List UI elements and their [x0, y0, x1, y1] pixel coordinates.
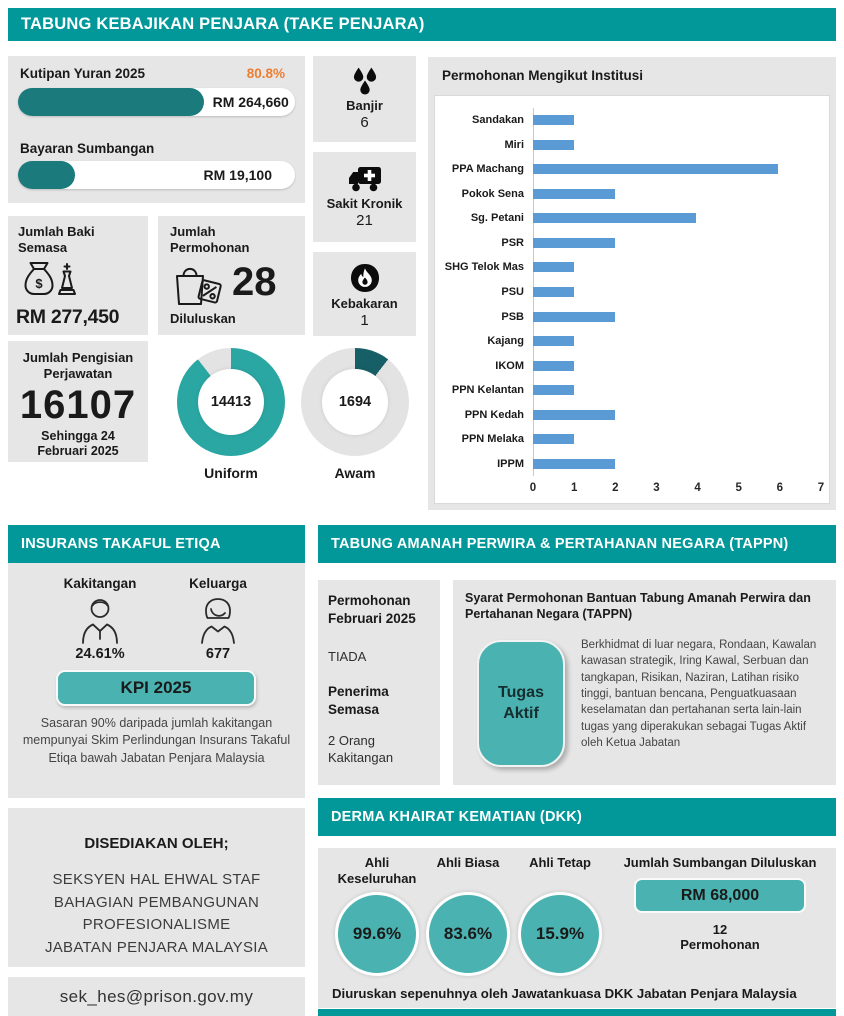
permohonan-value: 28 — [232, 260, 277, 304]
main-header — [8, 8, 836, 41]
pengisian-card — [8, 341, 148, 462]
tugas-aktif-badge: Tugas Aktif — [477, 640, 565, 767]
tappn-penerima-value: 2 Orang Kakitangan — [328, 733, 394, 765]
sumbangan-progress-value: RM 19,100 — [203, 167, 272, 183]
dkk-header-title: DERMA KHAIRAT KEMATIAN (DKK) — [331, 809, 582, 825]
bar-category-label: Sg. Petani — [470, 212, 524, 225]
donut-uniform-number: 14413 — [210, 394, 252, 410]
kutipan-progress-value: RM 264,660 — [212, 94, 289, 110]
sasaran-text: Sasaran 90% daripada jumlah kakitangan mempunyai Skim Perlindungan Insurans Takaful Etiqa bawah Jabatan Penjara Malaysia — [22, 716, 291, 765]
kakitangan-col — [35, 576, 165, 662]
donut-awam-ring — [301, 348, 409, 456]
bar-category-label: PPN Kedah — [464, 408, 524, 421]
bar-track — [533, 434, 819, 444]
tappn-permohonan-value: TIADA — [328, 649, 367, 665]
keluarga-col — [158, 576, 278, 662]
tappn-syarat-panel — [453, 580, 836, 785]
bar-category-label: Kajang — [487, 335, 524, 348]
donut-awam-value — [322, 369, 388, 435]
bar-row — [435, 402, 829, 427]
disediakan-line: JABATAN PENJARA MALAYSIA — [44, 938, 269, 956]
bar-track — [533, 140, 819, 150]
dkk-member-label: Ahli Tetap — [529, 855, 591, 870]
kutipan-label: Kutipan Yuran 2025 — [20, 66, 146, 81]
bar-track — [533, 213, 819, 223]
bar-category-label: SHG Telok Mas — [444, 261, 524, 274]
dkk-member-tetap — [510, 855, 610, 976]
bar-chart-rows — [435, 108, 829, 476]
dkk-member-label: Ahli Biasa — [436, 855, 500, 870]
bar-row — [435, 255, 829, 280]
bar-row — [435, 353, 829, 378]
bar-track — [533, 287, 819, 297]
dkk-member-circle: 83.6% — [426, 892, 510, 976]
bar-row — [435, 108, 829, 133]
permohonan-status: Diluluskan — [170, 311, 236, 326]
tappn-permohonan-label: Permohonan Februari 2025 — [328, 593, 416, 626]
bottom-accent-strip — [318, 1009, 836, 1016]
bar-track — [533, 189, 819, 199]
bar-track — [533, 459, 819, 469]
donut-uniform-value — [198, 369, 264, 435]
keluarga-value: 677 — [205, 646, 231, 662]
x-axis-tick: 7 — [817, 482, 825, 494]
pengisian-asof: Sehingga 24 Februari 2025 — [37, 428, 119, 459]
permohonan-title: Jumlah Permohonan — [170, 224, 250, 256]
bar — [533, 336, 574, 346]
bar-category-label: Sandakan — [472, 114, 524, 127]
bar — [533, 459, 615, 469]
kutipan-progress-bar — [18, 88, 295, 116]
bar-row — [435, 304, 829, 329]
dkk-permohonan-label: Permohonan — [680, 937, 760, 953]
bar-category-label: Miri — [504, 138, 524, 151]
bar-category-label: PSU — [501, 285, 524, 298]
insurans-header-title: INSURANS TAKAFUL ETIQA — [21, 536, 221, 552]
incident-value: 21 — [356, 212, 373, 229]
disediakan-line: SEKSYEN HAL EHWAL STAF — [52, 871, 261, 888]
bar-track — [533, 115, 819, 125]
dkk-sumbangan-label: Jumlah Sumbangan Diluluskan — [623, 855, 817, 870]
incident-card-kebakaran — [313, 252, 416, 336]
donut-awam-number: 1694 — [338, 394, 372, 410]
x-axis-tick: 6 — [776, 482, 784, 494]
shopping-bag-percent-icon — [170, 262, 226, 312]
bar-category-label: PSB — [501, 310, 524, 323]
bar — [533, 312, 615, 322]
dkk-permohonan-count: 12 — [712, 922, 728, 938]
bar-row — [435, 378, 829, 403]
bar-track — [533, 164, 819, 174]
bar — [533, 140, 574, 150]
bar-track — [533, 385, 819, 395]
baki-amount: RM 277,450 — [16, 306, 120, 328]
dkk-member-circle: 99.6% — [335, 892, 419, 976]
kpi-2025-button: KPI 2025 — [56, 670, 256, 706]
disediakan-line: BAHAGIAN PEMBANGUNAN — [53, 893, 260, 911]
dkk-member-label: Ahli Keseluruhan — [337, 855, 417, 887]
syarat-title: Syarat Permohonan Bantuan Tabung Amanah Perwira dan Pertahanan Negara (TAPPN) — [465, 591, 811, 622]
email-panel — [8, 977, 305, 1016]
x-axis-tick: 2 — [612, 482, 619, 494]
donut-awam-label: Awam — [334, 465, 376, 481]
insurans-body — [8, 563, 305, 798]
tugas-description: Berkhidmat di luar negara, Rondaan, Kawalan kawasan strategik, Iring Kawal, Serbuan dan tangkapan, Risikan, Naziran, Latihan risiko tinggi, bantuan bencana, Penguatkuasaan keselamatan dan pertahanan serta lain-lain tugas yang diperakukan sebagai Tugas Aktif oleh Ketua Jabatan — [581, 639, 817, 749]
x-axis-tick: 5 — [735, 482, 742, 494]
bar — [533, 189, 615, 199]
bar-row — [435, 451, 829, 476]
x-axis-tick: 3 — [653, 482, 660, 494]
bar-row — [435, 427, 829, 452]
bar-track — [533, 336, 819, 346]
chart-title: Permohonan Mengikut Institusi — [442, 68, 644, 83]
x-axis-tick: 0 — [529, 482, 537, 494]
bar — [533, 213, 696, 223]
bar-category-label: PPN Kelantan — [451, 384, 524, 397]
incident-card-banjir — [313, 56, 416, 142]
bar-track — [533, 410, 819, 420]
bar-category-label: IPPM — [497, 457, 524, 470]
bar-track — [533, 361, 819, 371]
bar-row — [435, 329, 829, 354]
institusi-chart-panel — [428, 57, 836, 510]
bar-category-label: PPA Machang — [451, 163, 524, 176]
dkk-header — [318, 798, 836, 836]
email-link[interactable]: sek_hes@prison.gov.my — [59, 986, 254, 1006]
bar-category-label: Pokok Sena — [461, 187, 524, 200]
main-header-title: TABUNG KEBAJIKAN PENJARA (TAKE PENJARA) — [21, 15, 425, 33]
donut-uniform — [175, 348, 287, 481]
bar — [533, 361, 574, 371]
dkk-member-biasa — [418, 855, 518, 976]
svg-text:$: $ — [35, 276, 43, 291]
bar-row — [435, 280, 829, 305]
sumbangan-label: Bayaran Sumbangan — [20, 141, 155, 156]
incident-card-sakit-kronik — [313, 152, 416, 242]
dkk-sumbangan-block — [618, 855, 822, 952]
bar-row — [435, 231, 829, 256]
bar — [533, 262, 574, 272]
x-axis-tick: 4 — [694, 482, 701, 494]
incident-label: Kebakaran — [331, 296, 398, 311]
bar-track — [533, 262, 819, 272]
permohonan-card — [158, 216, 305, 335]
bar — [533, 164, 778, 174]
disediakan-title: DISEDIAKAN OLEH; — [84, 835, 229, 852]
kutipan-percent: 80.8% — [246, 66, 285, 81]
chart-plot-area — [434, 95, 830, 504]
donut-awam — [299, 348, 411, 481]
bar-row — [435, 157, 829, 182]
flame-icon — [350, 263, 380, 293]
bar-row — [435, 133, 829, 158]
dkk-body — [318, 848, 836, 1008]
kutipan-progress-fill — [18, 88, 204, 116]
incident-label: Banjir — [346, 98, 383, 113]
incident-label: Sakit Kronik — [326, 196, 403, 211]
pengisian-title: Jumlah Pengisian Perjawatan — [22, 350, 134, 382]
bar-category-label: PPN Melaka — [461, 433, 524, 446]
tappn-header-title: TABUNG AMANAH PERWIRA & PERTAHANAN NEGARA (TAPPN) — [331, 536, 789, 552]
incident-value: 6 — [360, 114, 369, 131]
dkk-sumbangan-amount: RM 68,000 — [634, 878, 806, 913]
kutipan-yuran-panel — [8, 56, 305, 203]
bar-category-label: IKOM — [495, 359, 524, 372]
baki-semasa-card — [8, 216, 148, 335]
bar — [533, 287, 574, 297]
insurans-header — [8, 525, 305, 563]
tappn-header — [318, 525, 836, 563]
money-bag-chess-icon — [20, 260, 86, 304]
bar-row — [435, 182, 829, 207]
baki-title: Jumlah Baki Semasa — [18, 224, 95, 256]
female-person-icon — [195, 596, 241, 644]
x-axis-ticks — [435, 482, 829, 498]
incident-value: 1 — [360, 312, 369, 329]
dkk-member-circle: 15.9% — [518, 892, 602, 976]
disediakan-line: PROFESIONALISME — [82, 916, 231, 933]
bar — [533, 115, 574, 125]
donut-uniform-ring — [177, 348, 285, 456]
sumbangan-progress-bar — [18, 161, 295, 189]
tappn-penerima-label: Penerima Semasa — [328, 683, 389, 717]
bar — [533, 410, 615, 420]
disediakan-lines — [8, 869, 305, 959]
donut-uniform-label: Uniform — [204, 465, 258, 481]
pengisian-value: 16107 — [19, 382, 137, 427]
bar-track — [533, 312, 819, 322]
bar-track — [533, 238, 819, 248]
ambulance-icon — [347, 166, 383, 193]
bar — [533, 434, 574, 444]
dkk-member-keseluruhan — [327, 855, 427, 976]
tappn-status-panel — [318, 580, 440, 785]
male-person-icon — [77, 596, 123, 644]
x-axis-tick: 1 — [570, 482, 578, 494]
bar-row — [435, 206, 829, 231]
kakitangan-label: Kakitangan — [63, 576, 137, 591]
disediakan-panel — [8, 808, 305, 967]
sumbangan-progress-fill — [18, 161, 75, 189]
keluarga-label: Keluarga — [189, 576, 247, 591]
water-drops-icon — [349, 67, 381, 95]
bar — [533, 238, 615, 248]
bar-category-label: PSR — [501, 236, 524, 249]
dkk-note: Diuruskan sepenuhnya oleh Jawatankuasa DKK Jabatan Penjara Malaysia — [332, 986, 797, 1001]
kakitangan-value: 24.61% — [75, 646, 125, 662]
bar — [533, 385, 574, 395]
